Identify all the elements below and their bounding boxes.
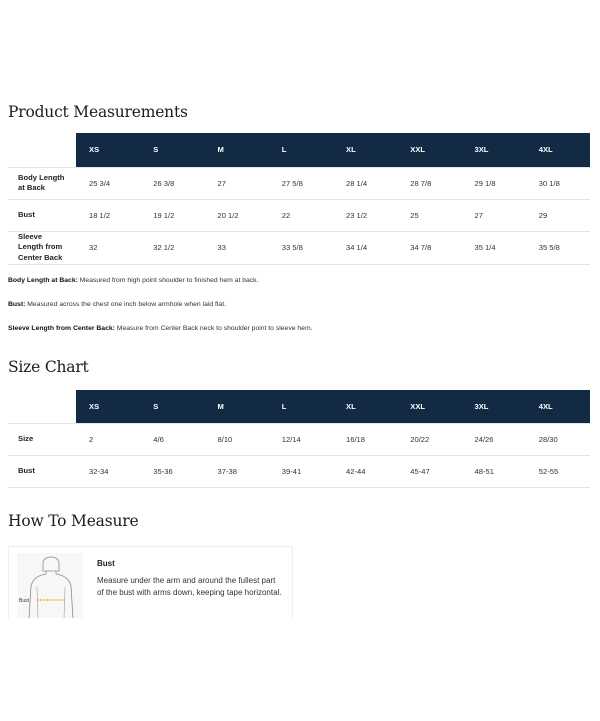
table-cell: 24/26 [462,423,526,455]
garment-bust-diagram-icon [17,553,83,618]
note-term: Body Length at Back: [8,277,78,284]
table-cell: 42-44 [333,455,397,487]
size-header: S [140,133,204,167]
table-cell: 32 [76,231,140,264]
table-cell: 8/10 [205,423,269,455]
size-header: XXL [397,133,461,167]
table-cell: 35 5/8 [526,231,590,264]
table-cell: 48-51 [462,455,526,487]
table-cell: 20 1/2 [205,199,269,231]
table-cell: 27 [462,199,526,231]
row-label [8,167,76,199]
table-cell: 19 1/2 [140,199,204,231]
size-header: XS [76,390,140,423]
size-header: M [205,390,269,423]
measurement-note [8,277,258,284]
measure-item-description: Measure under the arm and around the fullest part of the bust with arms down, keeping tape horizontal. [97,576,282,598]
table-cell: 27 5/8 [269,167,333,199]
measurement-note [8,325,313,332]
table-cell: 39-41 [269,455,333,487]
size-header: XS [76,133,140,167]
table-cell: 18 1/2 [76,199,140,231]
row-label-line: Center Back [18,252,63,262]
size-chart-heading: Size Chart [8,358,89,376]
row-label: Bust [8,199,76,231]
row-label-line: Body Length [18,172,65,182]
row-label-line: at Back [18,183,46,192]
table-row [8,423,590,455]
measurement-note [8,301,226,308]
note-term: Sleeve Length from Center Back: [8,325,115,332]
size-header: XL [333,390,397,423]
table-cell: 29 1/8 [462,167,526,199]
table-row [8,455,590,487]
table-cell: 20/22 [397,423,461,455]
size-header: L [269,133,333,167]
table-cell: 2 [76,423,140,455]
note-text: Measure from Center Back neck to shoulder point to sleeve hem. [114,325,313,332]
row-label-line: Sleeve [18,232,43,242]
size-header: L [269,390,333,423]
table-cell: 35 1/4 [462,231,526,264]
size-header: S [140,390,204,423]
size-chart-table [8,390,590,488]
table-header-row [8,390,590,423]
table-cell: 4/6 [140,423,204,455]
product-measurements-heading: Product Measurements [8,103,188,121]
note-term: Bust: [8,301,26,308]
table-cell: 30 1/8 [526,167,590,199]
table-cell: 34 1/4 [333,231,397,264]
table-row [8,231,590,264]
table-cell: 33 [205,231,269,264]
table-cell: 28/30 [526,423,590,455]
row-label [8,231,76,264]
table-cell: 32-34 [76,455,140,487]
table-row [8,167,590,199]
table-cell: 26 3/8 [140,167,204,199]
header-corner-cell [8,390,76,423]
size-header: 4XL [526,390,590,423]
size-header: 4XL [526,133,590,167]
row-label-line: Length from [18,242,63,252]
table-cell: 16/18 [333,423,397,455]
size-header: XXL [397,390,461,423]
size-header: M [205,133,269,167]
table-cell: 52-55 [526,455,590,487]
size-header: 3XL [462,390,526,423]
illustration-label: Bust [19,598,30,604]
table-cell: 32 1/2 [140,231,204,264]
table-cell: 45-47 [397,455,461,487]
table-cell: 29 [526,199,590,231]
note-text: Measured across the chest one inch below armhole when laid flat. [25,301,226,308]
table-row [8,199,590,231]
how-to-measure-heading: How To Measure [8,512,139,530]
header-corner-cell [8,133,76,167]
note-text: Measured from high point shoulder to finished hem at back. [77,277,259,284]
table-header-row [8,133,590,167]
table-cell: 27 [205,167,269,199]
table-cell: 33 5/8 [269,231,333,264]
table-cell: 37-38 [205,455,269,487]
row-label: Bust [8,455,76,487]
table-cell: 25 3/4 [76,167,140,199]
table-cell: 35-36 [140,455,204,487]
table-cell: 28 7/8 [397,167,461,199]
table-cell: 12/14 [269,423,333,455]
product-measurements-table [8,133,590,265]
measure-item-title: Bust [97,559,115,568]
size-header: XL [333,133,397,167]
table-cell: 28 1/4 [333,167,397,199]
table-cell: 25 [397,199,461,231]
table-cell: 22 [269,199,333,231]
table-cell: 23 1/2 [333,199,397,231]
measure-card [8,546,293,618]
table-cell: 34 7/8 [397,231,461,264]
row-label: Size [8,423,76,455]
size-header: 3XL [462,133,526,167]
